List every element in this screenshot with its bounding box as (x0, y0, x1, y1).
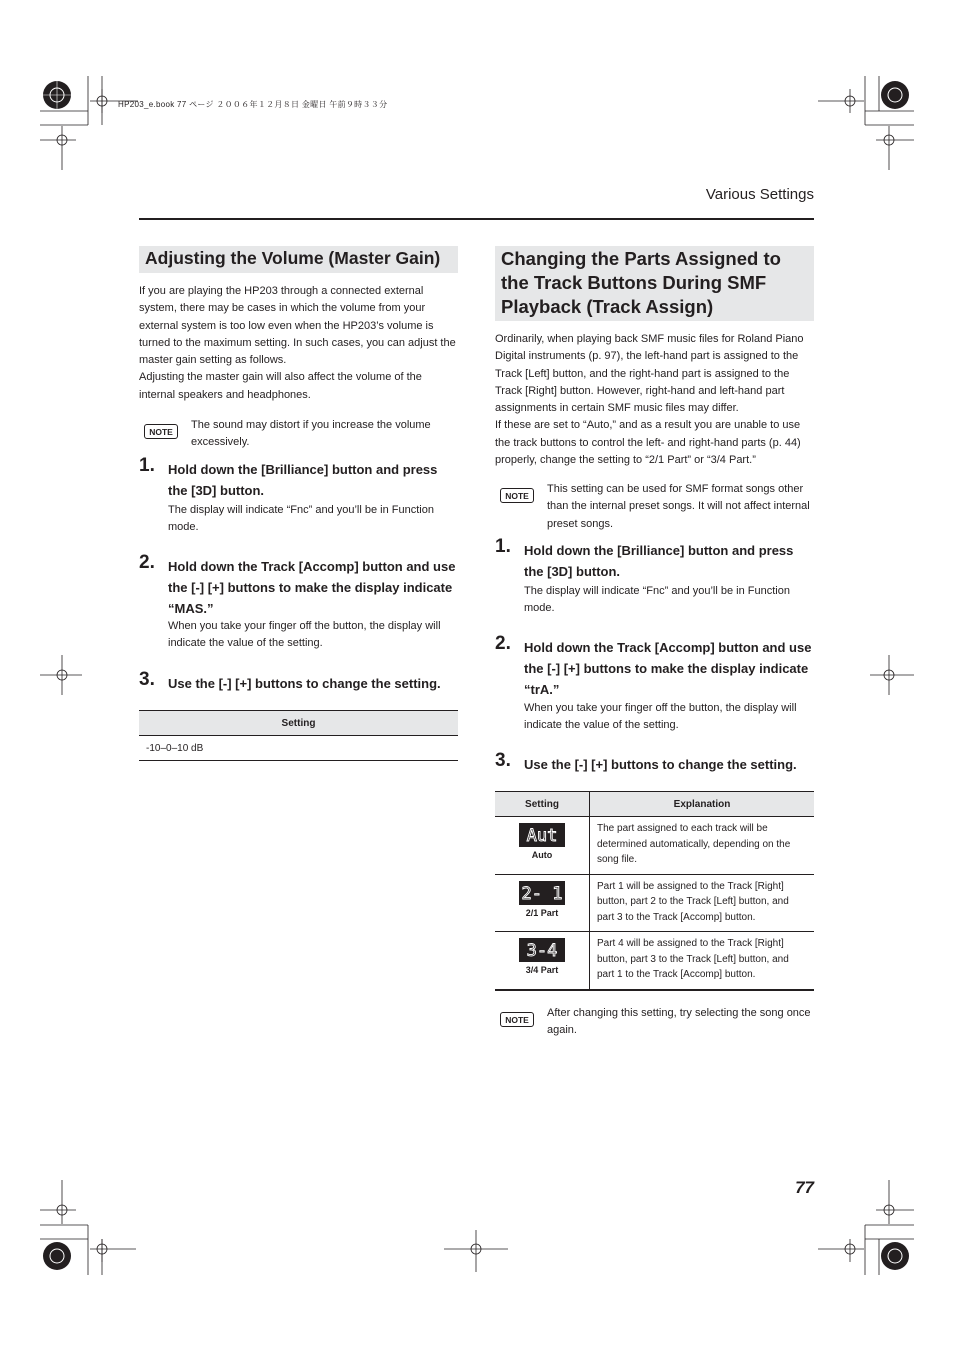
track-assign-intro (495, 331, 814, 469)
lcd-text: 3-4 (526, 941, 558, 961)
heading-master-gain: Adjusting the Volume (Master Gain) (139, 246, 458, 273)
intro-paragraph: Adjusting the master gain will also affect the volume of the internal speakers and headphones. (139, 371, 422, 401)
step-number: 2. (495, 633, 511, 654)
step-body: When you take your finger off the button, the display will indicate the value of the setting. (524, 702, 797, 732)
step-title: Hold down the Track [Accomp] button and use the [-] [+] buttons to make the display indicate “MAS.” (168, 559, 456, 616)
note-badge: NOTE (144, 424, 178, 439)
table-cell: -10–0–10 dB (139, 736, 458, 761)
lcd-display-icon (519, 881, 565, 905)
setting-label: 2/1 Part (525, 907, 559, 918)
intro-paragraph: If you are playing the HP203 through a connected external system, there may be cases in which the volume from your external system is too low even when the HP203’s volume is turned to the maximum setting. In such cases, you can adjust the master gain setting as follows. (139, 285, 456, 367)
setting-label: 3/4 Part (525, 965, 559, 975)
heading-track-assign: Changing the Parts Assigned to the Track Buttons During SMF Playback (Track Assign) (495, 246, 814, 321)
master-gain-table (139, 710, 458, 761)
track-assign-table (495, 791, 814, 991)
print-header: HP203_e.book 77 ページ ２００６年１２月８日 金曜日 午前９時３３分 (118, 100, 388, 109)
table-row (495, 817, 814, 875)
step-title: Use the [-] [+] buttons to change the setting. (168, 676, 441, 691)
step-number: 2. (139, 552, 155, 573)
table-cell: Part 1 will be assigned to the Track [Right] button, part 2 to the Track [Left] button, and part 3 to the Track [Accomp] button. (590, 874, 815, 932)
note-text: The sound may distort if you increase the volume excessively. (191, 419, 431, 449)
step-title: Hold down the [Brilliance] button and press the [3D] button. (524, 543, 794, 579)
lcd-text: Aut (526, 826, 558, 846)
table-row (495, 874, 814, 932)
step-title: Hold down the Track [Accomp] button and use the [-] [+] buttons to make the display indicate “trA.” (524, 640, 812, 697)
lcd-display-icon (519, 823, 565, 847)
note-text: After changing this setting, try selecting the song once again. (547, 1007, 811, 1037)
registration-target-icon (881, 1242, 909, 1270)
step-title: Hold down the [Brilliance] button and press the [3D] button. (168, 462, 438, 498)
header-rule (139, 218, 814, 220)
section-title: Various Settings (705, 186, 814, 203)
table-header: Explanation (590, 792, 815, 817)
master-gain-intro (139, 283, 458, 404)
intro-paragraph: Ordinarily, when playing back SMF music files for Roland Piano Digital instruments (p. 97), the left-hand part is assigned to the Track [Left] button, and the right-hand part is assigned to the Track [Right] button. However, right-hand and left-hand part assignments in certain SMF music files may differ. (495, 333, 804, 415)
note-badge: NOTE (500, 488, 534, 503)
registration-target-icon (881, 81, 909, 109)
step-number: 1. (139, 455, 155, 476)
table-row (495, 932, 814, 990)
note-text: This setting can be used for SMF format songs other than the internal preset songs. It will not affect internal preset songs. (547, 483, 810, 530)
table-cell: The part assigned to each track will be determined automatically, depending on the song file. (590, 817, 815, 875)
step-body: The display will indicate “Fnc” and you’ll be in Function mode. (524, 585, 790, 615)
registration-target-icon (43, 81, 71, 109)
page-number: 77 (795, 1178, 814, 1197)
registration-target-icon (43, 1242, 71, 1270)
lcd-text: 2- 1 (521, 883, 563, 904)
step-number: 3. (139, 669, 155, 690)
table-header: Setting (139, 711, 458, 736)
table-header: Setting (495, 792, 590, 817)
step-number: 1. (495, 536, 511, 557)
lcd-display-icon (519, 938, 565, 962)
step-title: Use the [-] [+] buttons to change the setting. (524, 757, 797, 772)
note-badge: NOTE (500, 1012, 534, 1027)
crosshair-icon (40, 1180, 508, 1272)
intro-paragraph: If these are set to “Auto,” and as a result you are unable to use the track buttons to control the left- and right-hand parts (p. 44) properly, change the setting to “2/1 Part” or “3/4 Part.” (495, 419, 801, 467)
setting-label: Auto (531, 850, 553, 860)
step-body: When you take your finger off the button, the display will indicate the value of the setting. (168, 620, 441, 650)
step-number: 3. (495, 750, 511, 771)
table-cell: Part 4 will be assigned to the Track [Right] button, part 3 to the Track [Left] button, and part 1 to the Track [Accomp] button. (590, 932, 815, 990)
step-body: The display will indicate “Fnc” and you’ll be in Function mode. (168, 504, 434, 534)
